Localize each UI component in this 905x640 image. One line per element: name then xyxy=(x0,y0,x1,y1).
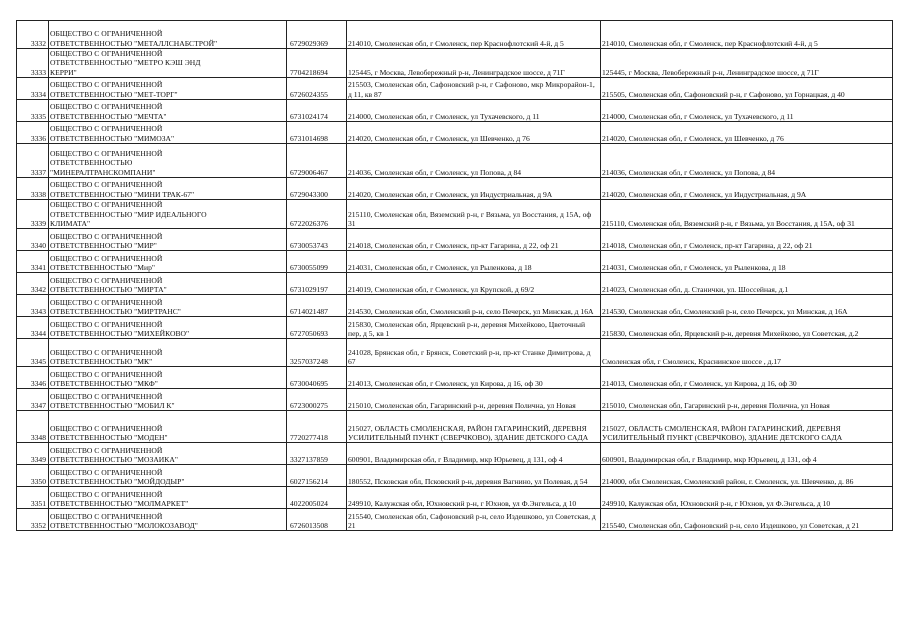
legal-address-cell: 249910, Калужская обл, Юхновский р-н, г Юхнов, ул Ф.Энгельса, д 10 xyxy=(347,487,601,509)
company-name-cell xyxy=(49,144,287,178)
actual-address-cell: 214010, Смоленская обл, г Смоленск, пер Краснофлотский 4-й, д 5 xyxy=(601,21,893,49)
row-number-cell: 3335 xyxy=(17,100,49,122)
row-number-cell: 3334 xyxy=(17,78,49,100)
company-name-cell xyxy=(49,251,287,273)
company-name-line: ОБЩЕСТВО С ОГРАНИЧЕННОЙ xyxy=(50,149,163,158)
company-name-line: КЕРРИ" xyxy=(50,67,77,77)
inn-cell: 6729006467 xyxy=(287,144,347,178)
company-name-line: ОТВЕТСТВЕННОСТЬЮ "МИМОЗА" xyxy=(50,133,175,143)
legal-address-cell: 214018, Смоленская обл, г Смоленск, пр-кт Гагарина, д 22, оф 21 xyxy=(347,229,601,251)
registry-table xyxy=(16,20,893,531)
company-name-line: ОТВЕТСТВЕННОСТЬЮ "МЕТРО КЭШ ЭНД xyxy=(50,58,201,68)
inn-cell: 6730053743 xyxy=(287,229,347,251)
inn-cell: 6714021487 xyxy=(287,295,347,317)
actual-address-cell: 125445, г Москва, Левобережный р-н, Ленинградское шоссе, д 71Г xyxy=(601,49,893,78)
table-row xyxy=(17,21,893,49)
actual-address-cell: 214031, Смоленская обл, г Смоленск, ул Рыленкова, д 18 xyxy=(601,251,893,273)
company-name-line: ОБЩЕСТВО С ОГРАНИЧЕННОЙ xyxy=(50,253,163,263)
table-row xyxy=(17,273,893,295)
row-number-cell: 3346 xyxy=(17,367,49,389)
row-number-cell: 3341 xyxy=(17,251,49,273)
company-name-cell xyxy=(49,273,287,295)
table-row xyxy=(17,49,893,78)
actual-address-cell: 215110, Смоленская обл, Вяземский р-н, г Вязьма, ул Восстания, д 15А, оф 31 xyxy=(601,200,893,229)
legal-address-cell: 215010, Смоленская обл, Гагаринский р-н, деревня Полична, ул Новая xyxy=(347,389,601,411)
company-name-line: ОБЩЕСТВО С ОГРАНИЧЕННОЙ xyxy=(50,347,163,357)
inn-cell: 6726013508 xyxy=(287,509,347,531)
inn-cell: 6722026376 xyxy=(287,200,347,229)
company-name-line: ОБЩЕСТВО С ОГРАНИЧЕННОЙ xyxy=(50,445,163,455)
legal-address-cell: 241028, Брянская обл, г Брянск, Советский р-н, пр-кт Станке Димитрова, д 67 xyxy=(347,339,601,367)
table-row xyxy=(17,78,893,100)
row-number-cell: 3332 xyxy=(17,21,49,49)
row-number-cell: 3352 xyxy=(17,509,49,531)
inn-cell: 6727050693 xyxy=(287,317,347,339)
legal-address-cell: 214530, Смоленская обл, Смоленский р-н, село Печерск, ул Минская, д 16А xyxy=(347,295,601,317)
company-name-line: ОТВЕТСТВЕННОСТЬЮ "МИРТА" xyxy=(50,285,167,295)
inn-cell: 3257037248 xyxy=(287,339,347,367)
actual-address-cell: 214023, Смоленская обл, д. Станички, ул. Шоссейная, д.1 xyxy=(601,273,893,295)
actual-address-cell: 214036, Смоленская обл, г Смоленск, ул Попова, д 84 xyxy=(601,144,893,178)
inn-cell: 7720277418 xyxy=(287,411,347,443)
inn-cell: 6726024355 xyxy=(287,78,347,100)
company-name-cell xyxy=(49,178,287,200)
registry-table-body xyxy=(17,21,893,531)
inn-cell: 6730040695 xyxy=(287,367,347,389)
legal-address-cell: 214020, Смоленская обл, г Смоленск, ул Индустриальная, д 9А xyxy=(347,178,601,200)
legal-address-cell: 215830, Смоленская обл, Ярцевский р-н, деревня Михейково, Цветочный пер, д 5, кв 1 xyxy=(347,317,601,339)
company-name-line: ОТВЕТСТВЕННОСТЬЮ "МОБИЛ К" xyxy=(50,401,175,411)
company-name-line: ОБЩЕСТВО С ОГРАНИЧЕННОЙ xyxy=(50,489,163,499)
company-name-cell xyxy=(49,100,287,122)
table-row xyxy=(17,509,893,531)
table-row xyxy=(17,229,893,251)
row-number-cell: 3336 xyxy=(17,122,49,144)
table-row xyxy=(17,144,893,178)
company-name-line: ОБЩЕСТВО С ОГРАНИЧЕННОЙ xyxy=(50,467,163,477)
company-name-line: ОБЩЕСТВО С ОГРАНИЧЕННОЙ xyxy=(50,29,163,39)
company-name-line: ОБЩЕСТВО С ОГРАНИЧЕННОЙ xyxy=(50,423,163,433)
table-row xyxy=(17,295,893,317)
row-number-cell: 3348 xyxy=(17,411,49,443)
company-name-line: ОБЩЕСТВО С ОГРАНИЧЕННОЙ xyxy=(50,200,163,210)
row-number-cell: 3349 xyxy=(17,443,49,465)
legal-address-cell: 214020, Смоленская обл, г Смоленск, ул Шевченко, д 76 xyxy=(347,122,601,144)
company-name-line: ОТВЕТСТВЕННОСТЬЮ "МИР ИДЕАЛЬНОГО xyxy=(50,209,207,219)
legal-address-cell: 215503, Смоленская обл, Сафоновский р-н, г Сафоново, мкр Микрорайон-1, д 11, кв 87 xyxy=(347,78,601,100)
actual-address-cell: 215027, ОБЛАСТЬ СМОЛЕНСКАЯ, РАЙОН ГАГАРИНСКИЙ, ДЕРЕВНЯ УСИЛИТЕЛЬНЫЙ ПУНКТ (СВЕРЧКОВО), ЗДАНИЕ ДЕТСКОГО САДА xyxy=(601,411,893,443)
actual-address-cell: 214018, Смоленская обл, г Смоленск, пр-кт Гагарина, д 22, оф 21 xyxy=(601,229,893,251)
table-row xyxy=(17,411,893,443)
company-name-line: ОБЩЕСТВО С ОГРАНИЧЕННОЙ xyxy=(50,391,163,401)
company-name-cell xyxy=(49,465,287,487)
company-name-line: ОТВЕТСТВЕННОСТЬЮ "МЕТ-ТОРГ" xyxy=(50,89,178,99)
table-row xyxy=(17,251,893,273)
company-name-line: ОБЩЕСТВО С ОГРАНИЧЕННОЙ xyxy=(50,275,163,285)
actual-address-cell: 214020, Смоленская обл, г Смоленск, ул Шевченко, д 76 xyxy=(601,122,893,144)
company-name-cell xyxy=(49,367,287,389)
actual-address-cell: 214530, Смоленская обл, Смоленский р-н, село Печерск, ул Минская, д 16А xyxy=(601,295,893,317)
table-row xyxy=(17,100,893,122)
company-name-line: ОТВЕТСТВЕННОСТЬЮ "МОЗАИКА" xyxy=(50,455,178,465)
table-row xyxy=(17,178,893,200)
actual-address-cell: 214020, Смоленская обл, г Смоленск, ул Индустриальная, д 9А xyxy=(601,178,893,200)
legal-address-cell: 214019, Смоленская обл, г Смоленск, ул Крупской, д 69/2 xyxy=(347,273,601,295)
company-name-cell xyxy=(49,122,287,144)
actual-address-cell: 214000, обл Смоленская, Смоленский район, г. Смоленск, ул. Шевченко, д. 86 xyxy=(601,465,893,487)
company-name-line: ОБЩЕСТВО С ОГРАНИЧЕННОЙ xyxy=(50,49,163,58)
row-number-cell: 3351 xyxy=(17,487,49,509)
legal-address-cell: 215540, Смоленская обл, Сафоновский р-н, село Издешково, ул Советская, д 21 xyxy=(347,509,601,531)
company-name-line: ОТВЕТСТВЕННОСТЬЮ "МИХЕЙКОВО" xyxy=(50,329,190,339)
legal-address-cell: 214010, Смоленская обл, г Смоленск, пер Краснофлотский 4-й, д 5 xyxy=(347,21,601,49)
company-name-cell xyxy=(49,200,287,229)
company-name-cell xyxy=(49,49,287,78)
company-name-line: ОТВЕТСТВЕННОСТЬЮ "Мир" xyxy=(50,263,155,273)
inn-cell: 3327137859 xyxy=(287,443,347,465)
company-name-cell xyxy=(49,21,287,49)
company-name-line: ОТВЕТСТВЕННОСТЬЮ xyxy=(50,158,133,168)
table-row xyxy=(17,122,893,144)
actual-address-cell: 214013, Смоленская обл, г Смоленск, ул Кирова, д 16, оф 30 xyxy=(601,367,893,389)
legal-address-cell: 215110, Смоленская обл, Вяземский р-н, г Вязьма, ул Восстания, д 15А, оф 31 xyxy=(347,200,601,229)
company-name-line: ОТВЕТСТВЕННОСТЬЮ "МОДЕН" xyxy=(50,433,168,443)
row-number-cell: 3338 xyxy=(17,178,49,200)
company-name-line: ОТВЕТСТВЕННОСТЬЮ "МЕЧТА" xyxy=(50,111,167,121)
company-name-line: ОБЩЕСТВО С ОГРАНИЧЕННОЙ xyxy=(50,319,163,329)
row-number-cell: 3350 xyxy=(17,465,49,487)
legal-address-cell: 600901, Владимирская обл, г Владимир, мкр Юрьевец, д 131, оф 4 xyxy=(347,443,601,465)
company-name-cell xyxy=(49,411,287,443)
row-number-cell: 3344 xyxy=(17,317,49,339)
company-name-line: ОТВЕТСТВЕННОСТЬЮ "МИРТРАНС" xyxy=(50,307,181,317)
row-number-cell: 3333 xyxy=(17,49,49,78)
legal-address-cell: 214013, Смоленская обл, г Смоленск, ул Кирова, д 16, оф 30 xyxy=(347,367,601,389)
actual-address-cell: 600901, Владимирская обл, г Владимир, мкр Юрьевец, д 131, оф 4 xyxy=(601,443,893,465)
company-name-line: ОТВЕТСТВЕННОСТЬЮ "МКФ" xyxy=(50,379,158,389)
table-row xyxy=(17,487,893,509)
company-name-line: ОБЩЕСТВО С ОГРАНИЧЕННОЙ xyxy=(50,124,163,134)
actual-address-cell: 215010, Смоленская обл, Гагаринский р-н, деревня Полична, ул Новая xyxy=(601,389,893,411)
actual-address-cell: 215505, Смоленская обл, Сафоновский р-н, г Сафоново, ул Горнацкая, д 40 xyxy=(601,78,893,100)
legal-address-cell: 125445, г Москва, Левобережный р-н, Ленинградское шоссе, д 71Г xyxy=(347,49,601,78)
company-name-line: ОТВЕТСТВЕННОСТЬЮ "МИНИ ТРАК-67" xyxy=(50,189,195,199)
table-row xyxy=(17,465,893,487)
legal-address-cell: 180552, Псковская обл, Псковский р-н, деревня Вагнино, ул Полевая, д 54 xyxy=(347,465,601,487)
company-name-line: ОТВЕТСТВЕННОСТЬЮ "МЕТАЛЛСНАБСТРОЙ" xyxy=(50,38,218,48)
inn-cell: 6731029197 xyxy=(287,273,347,295)
legal-address-cell: 215027, ОБЛАСТЬ СМОЛЕНСКАЯ, РАЙОН ГАГАРИНСКИЙ, ДЕРЕВНЯ УСИЛИТЕЛЬНЫЙ ПУНКТ (СВЕРЧКОВО), ЗДАНИЕ ДЕТСКОГО САДА xyxy=(347,411,601,443)
row-number-cell: 3337 xyxy=(17,144,49,178)
inn-cell: 6729029369 xyxy=(287,21,347,49)
row-number-cell: 3345 xyxy=(17,339,49,367)
inn-cell: 6723000275 xyxy=(287,389,347,411)
row-number-cell: 3339 xyxy=(17,200,49,229)
actual-address-cell: Смоленская обл, г Смоленск, Краснинское шоссе , д.17 xyxy=(601,339,893,367)
row-number-cell: 3347 xyxy=(17,389,49,411)
table-row xyxy=(17,200,893,229)
inn-cell: 6731014698 xyxy=(287,122,347,144)
table-row xyxy=(17,389,893,411)
table-row xyxy=(17,339,893,367)
inn-cell: 4022005024 xyxy=(287,487,347,509)
legal-address-cell: 214031, Смоленская обл, г Смоленск, ул Рыленкова, д 18 xyxy=(347,251,601,273)
company-name-line: ОТВЕТСТВЕННОСТЬЮ "МОЛМАРКЕТ" xyxy=(50,499,189,509)
actual-address-cell: 215830, Смоленская обл, Ярцевский р-н, деревня Михейково, ул Советская, д.2 xyxy=(601,317,893,339)
company-name-line: ОБЩЕСТВО С ОГРАНИЧЕННОЙ xyxy=(50,231,163,241)
row-number-cell: 3342 xyxy=(17,273,49,295)
table-row xyxy=(17,367,893,389)
company-name-cell xyxy=(49,78,287,100)
company-name-cell xyxy=(49,509,287,531)
inn-cell: 6731024174 xyxy=(287,100,347,122)
company-name-line: ОБЩЕСТВО С ОГРАНИЧЕННОЙ xyxy=(50,297,163,307)
actual-address-cell: 249910, Калужская обл, Юхновский р-н, г Юхнов, ул Ф.Энгельса, д 10 xyxy=(601,487,893,509)
legal-address-cell: 214000, Смоленская обл, г Смоленск, ул Тухачевского, д 11 xyxy=(347,100,601,122)
table-row xyxy=(17,443,893,465)
company-name-line: ОТВЕТСТВЕННОСТЬЮ "МОЛОКОЗАВОД" xyxy=(50,521,198,531)
company-name-cell xyxy=(49,443,287,465)
company-name-line: ОБЩЕСТВО С ОГРАНИЧЕННОЙ xyxy=(50,511,163,521)
company-name-line: "МИНЕРАЛТРАНСКОМПАНИ" xyxy=(50,167,156,177)
row-number-cell: 3340 xyxy=(17,229,49,251)
company-name-cell xyxy=(49,339,287,367)
company-name-cell xyxy=(49,229,287,251)
legal-address-cell: 214036, Смоленская обл, г Смоленск, ул Попова, д 84 xyxy=(347,144,601,178)
company-name-line: ОТВЕТСТВЕННОСТЬЮ "МИР" xyxy=(50,241,157,251)
actual-address-cell: 214000, Смоленская обл, г Смоленск, ул Тухачевского, д 11 xyxy=(601,100,893,122)
company-name-line: КЛИМАТА" xyxy=(50,219,91,229)
actual-address-cell: 215540, Смоленская обл, Сафоновский р-н, село Издешково, ул Советская, д 21 xyxy=(601,509,893,531)
table-row xyxy=(17,317,893,339)
company-name-line: ОТВЕТСТВЕННОСТЬЮ "МОЙДОДЫР" xyxy=(50,477,185,487)
row-number-cell: 3343 xyxy=(17,295,49,317)
inn-cell: 7704218694 xyxy=(287,49,347,78)
company-name-line: ОБЩЕСТВО С ОГРАНИЧЕННОЙ xyxy=(50,102,163,112)
company-name-cell xyxy=(49,487,287,509)
inn-cell: 6730055099 xyxy=(287,251,347,273)
company-name-cell xyxy=(49,317,287,339)
company-name-line: ОБЩЕСТВО С ОГРАНИЧЕННОЙ xyxy=(50,180,163,190)
company-name-line: ОБЩЕСТВО С ОГРАНИЧЕННОЙ xyxy=(50,80,163,90)
company-name-line: ОТВЕТСТВЕННОСТЬЮ "МК" xyxy=(50,357,153,367)
company-name-cell xyxy=(49,295,287,317)
company-name-cell xyxy=(49,389,287,411)
company-name-line: ОБЩЕСТВО С ОГРАНИЧЕННОЙ xyxy=(50,369,163,379)
inn-cell: 6027156214 xyxy=(287,465,347,487)
inn-cell: 6729043300 xyxy=(287,178,347,200)
